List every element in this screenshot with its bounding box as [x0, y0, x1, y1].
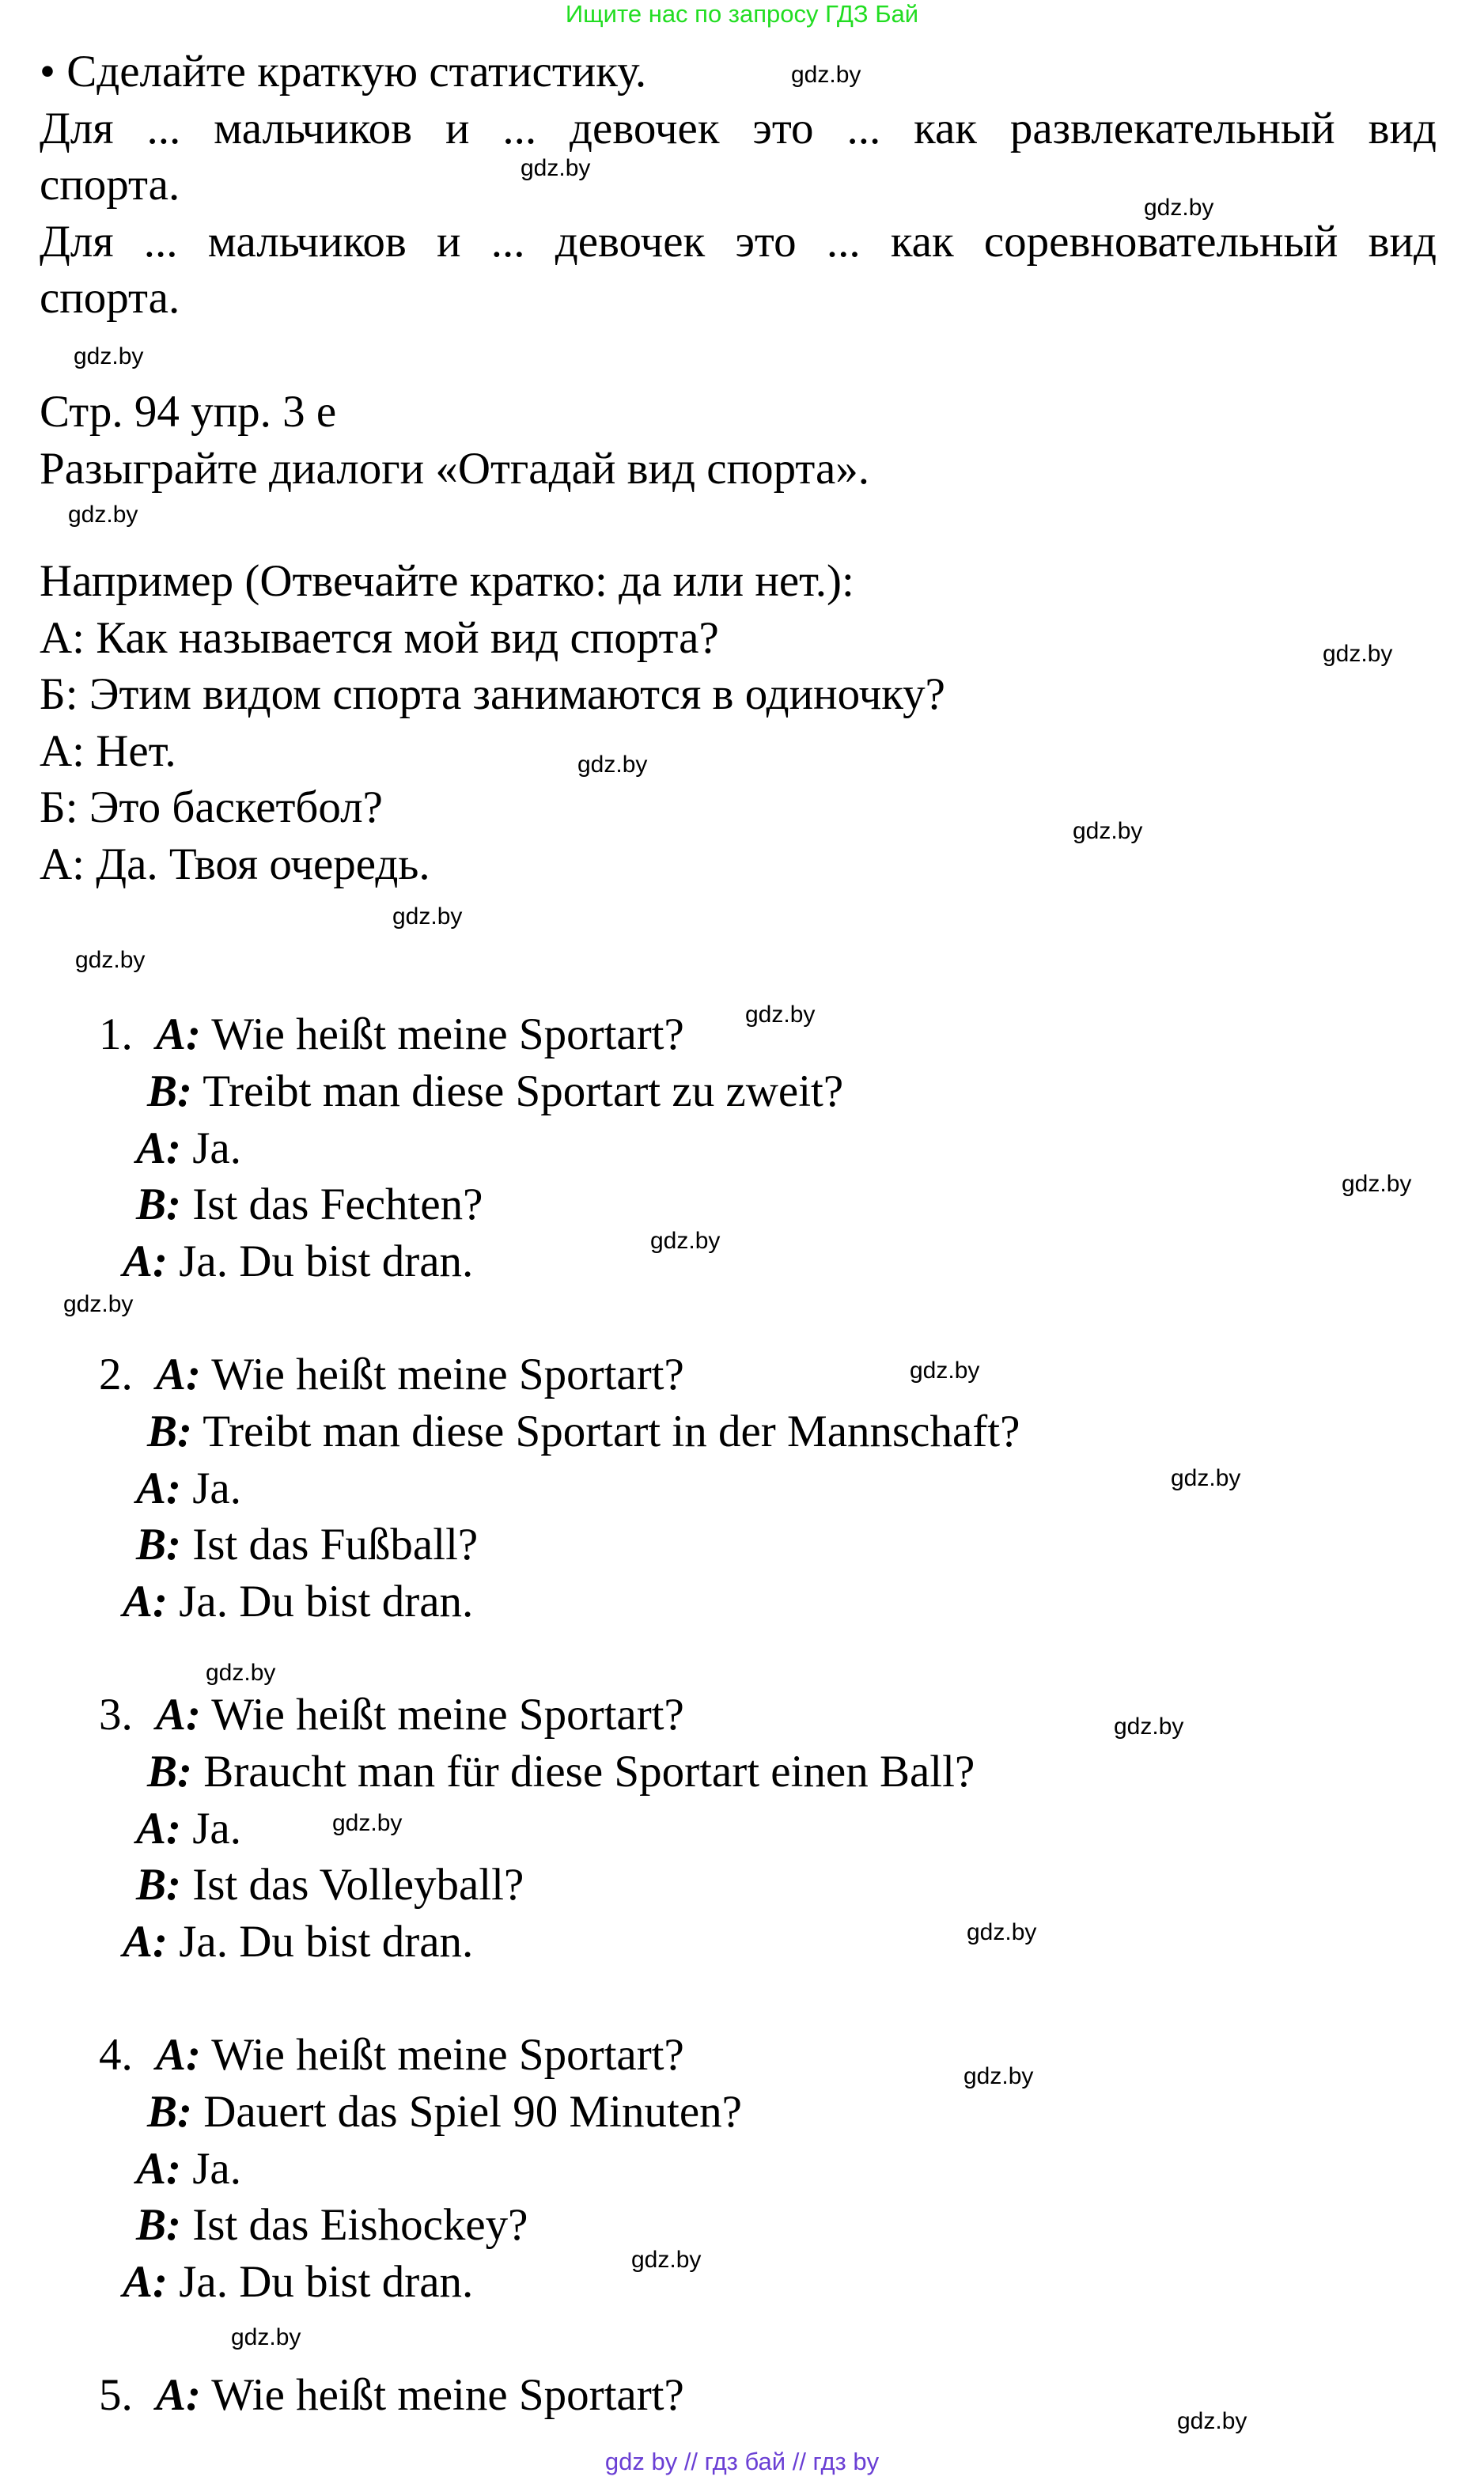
speaker-a: A: [136, 1464, 181, 1513]
dialogue-text: Ja. Du bist dran. [179, 1236, 474, 1286]
dialogue-number: 1. [99, 1009, 133, 1059]
watermark: gdz.by [206, 1660, 276, 1686]
watermark: gdz.by [1342, 1171, 1412, 1197]
dialogue-text: Ist das Fechten? [192, 1180, 483, 1229]
dialogue-2-line-4 [136, 1517, 478, 1573]
speaker-a: A: [156, 1009, 201, 1059]
speaker-a: A: [156, 1350, 201, 1399]
top-banner: Ищите нас по запросу ГДЗ Бай [565, 0, 919, 28]
stats-line-1b: спорта. [40, 160, 180, 210]
watermark: gdz.by [63, 1291, 134, 1317]
example-line: Б: Это баскетбол? [40, 782, 383, 832]
stats-line-2b: спорта. [40, 273, 180, 323]
speaker-a: A: [156, 2030, 201, 2080]
dialogue-text: Ja. Du bist dran. [179, 1577, 474, 1626]
example-intro: Например (Отвечайте кратко: да или нет.): [40, 556, 854, 606]
dialogue-text: Ja. [192, 1123, 241, 1173]
dialogue-text: Ja. Du bist dran. [179, 2257, 474, 2307]
dialogue-3-line-3 [136, 1801, 241, 1857]
watermark: gdz.by [1323, 641, 1393, 667]
example-line: Б: Этим видом спорта занимаются в одиночку? [40, 669, 945, 719]
speaker-b: B: [136, 1860, 181, 1910]
dialogue-text: Ja. [192, 1804, 241, 1854]
dialogue-1-line-3 [136, 1121, 241, 1176]
dialogue-text: Ja. Du bist dran. [179, 1917, 474, 1967]
speaker-a: A: [136, 2144, 181, 2194]
speaker-a: A: [156, 2370, 201, 2420]
watermark: gdz.by [521, 155, 591, 181]
watermark: gdz.by [1144, 195, 1214, 221]
watermark: gdz.by [791, 62, 861, 88]
example-line: А: Как называется мой вид спорта? [40, 613, 719, 663]
speaker-b: B: [136, 1180, 181, 1229]
dialogue-number: 5. [99, 2370, 133, 2420]
dialogue-text: Wie heißt meine Sportart? [211, 2370, 684, 2420]
dialogue-text: Ist das Volleyball? [192, 1860, 524, 1910]
dialogue-2-line-5 [123, 1574, 473, 1630]
dialogue-3-line-5 [123, 1914, 473, 1970]
dialogue-text: Ist das Eishockey? [192, 2200, 528, 2250]
dialogue-3-line-1 [99, 1687, 684, 1743]
page-reference: Стр. 94 упр. 3 е [40, 387, 337, 437]
watermark: gdz.by [392, 903, 463, 930]
watermark: gdz.by [231, 2324, 301, 2350]
dialogue-text: Ja. [192, 2144, 241, 2194]
watermark: gdz.by [75, 947, 146, 973]
speaker-a: A: [123, 1236, 168, 1286]
dialogue-text: Treibt man diese Sportart in der Mannschaft? [203, 1407, 1020, 1456]
dialogue-1-line-4 [136, 1177, 483, 1233]
watermark: gdz.by [1177, 2408, 1247, 2434]
dialogue-3-line-4 [136, 1857, 524, 1913]
speaker-a: A: [123, 1577, 168, 1626]
watermark: gdz.by [1114, 1714, 1184, 1740]
dialogue-text: Ja. [192, 1464, 241, 1513]
speaker-b: B: [147, 1066, 192, 1116]
dialogue-text: Wie heißt meine Sportart? [211, 2030, 684, 2080]
dialogue-text: Wie heißt meine Sportart? [211, 1690, 684, 1740]
dialogue-4-line-4 [136, 2198, 528, 2253]
watermark: gdz.by [1073, 818, 1143, 844]
task-heading: Разыграйте диалоги «Отгадай вид спорта». [40, 444, 870, 494]
speaker-b: B: [136, 1520, 181, 1570]
dialogue-4-line-5 [123, 2255, 473, 2310]
dialogue-2-line-2 [147, 1404, 1020, 1460]
speaker-a: A: [136, 1804, 181, 1854]
dialogue-text: Braucht man für diese Sportart einen Ball? [203, 1747, 975, 1797]
watermark: gdz.by [68, 502, 138, 528]
speaker-a: A: [156, 1690, 201, 1740]
stats-line-1a: Для ... мальчиков и ... девочек это ... как развлекательный вид [40, 104, 1437, 153]
dialogue-number: 2. [99, 1350, 133, 1399]
bottom-banner: gdz by // гдз бай // гдз by [604, 2448, 880, 2475]
dialogue-number: 4. [99, 2030, 133, 2080]
dialogue-5-line-1 [99, 2368, 684, 2423]
dialogue-text: Ist das Fußball? [192, 1520, 479, 1570]
dialogue-2-line-3 [136, 1461, 241, 1517]
example-line: А: Нет. [40, 726, 176, 776]
speaker-a: A: [123, 1917, 168, 1967]
dialogue-text: Dauert das Spiel 90 Minuten? [203, 2087, 742, 2137]
dialogue-4-line-1 [99, 2028, 684, 2083]
dialogue-1-line-1 [99, 1007, 684, 1062]
watermark: gdz.by [631, 2247, 702, 2273]
speaker-a: A: [136, 1123, 181, 1173]
watermark: gdz.by [745, 1002, 816, 1028]
dialogue-4-line-3 [136, 2141, 241, 2197]
dialogue-2-line-1 [99, 1347, 684, 1403]
watermark: gdz.by [910, 1358, 980, 1384]
watermark: gdz.by [74, 343, 144, 369]
watermark: gdz.by [650, 1228, 721, 1254]
dialogue-text: Wie heißt meine Sportart? [211, 1350, 684, 1399]
stats-bullet: • Сделайте краткую статистику. [40, 47, 647, 97]
dialogue-3-line-2 [147, 1744, 975, 1800]
dialogue-text: Treibt man diese Sportart zu zweit? [203, 1066, 844, 1116]
dialogue-1-line-5 [123, 1234, 473, 1289]
dialogue-1-line-2 [147, 1064, 843, 1119]
stats-line-2a: Для ... мальчиков и ... девочек это ... как соревновательный вид [40, 217, 1437, 267]
watermark: gdz.by [1171, 1465, 1241, 1491]
example-line: А: Да. Твоя очередь. [40, 839, 430, 889]
speaker-b: B: [147, 1407, 192, 1456]
dialogue-number: 3. [99, 1690, 133, 1740]
dialogue-4-line-2 [147, 2085, 742, 2140]
watermark: gdz.by [577, 752, 648, 778]
speaker-b: B: [147, 2087, 192, 2137]
speaker-b: B: [136, 2200, 181, 2250]
watermark: gdz.by [332, 1810, 403, 1836]
speaker-b: B: [147, 1747, 192, 1797]
speaker-a: A: [123, 2257, 168, 2307]
watermark: gdz.by [963, 2063, 1034, 2089]
watermark: gdz.by [967, 1919, 1037, 1945]
dialogue-text: Wie heißt meine Sportart? [211, 1009, 684, 1059]
